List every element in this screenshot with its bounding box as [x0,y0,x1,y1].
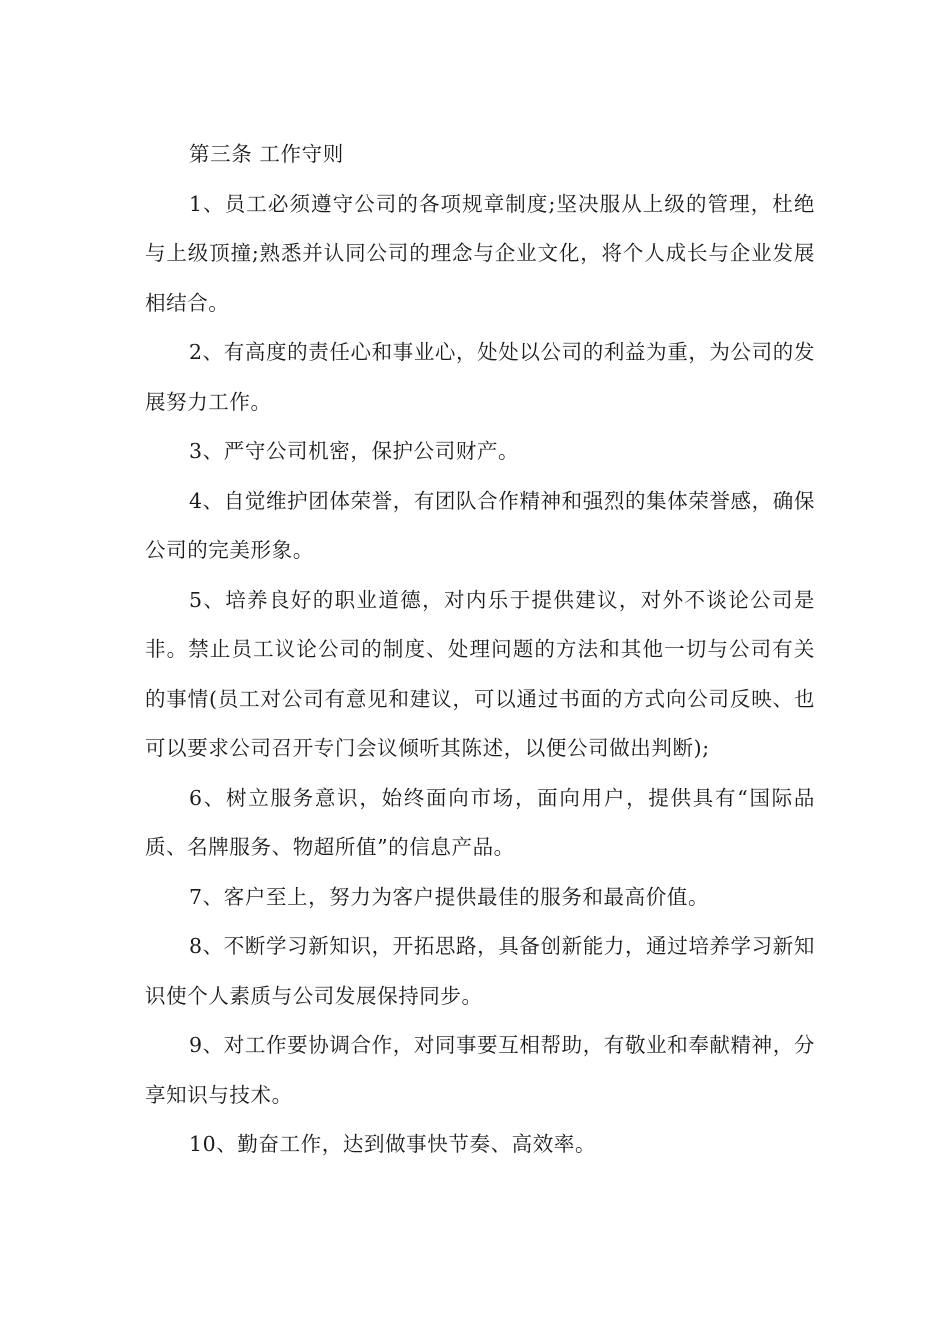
rule-paragraph-1: 1、员工必须遵守公司的各项规章制度;坚决服从上级的管理，杜绝与上级顶撞;熟悉并认同公司的理念与企业文化，将个人成长与企业发展相结合。 [145,191,815,315]
rule-paragraph-4: 4、自觉维护团体荣誉，有团队合作精神和强烈的集体荣誉感，确保公司的完美形象。 [145,488,815,562]
rule-paragraph-3: 3、严守公司机密，保护公司财产。 [189,439,520,463]
rule-paragraph-5: 5、培养良好的职业道德，对内乐于提供建议，对外不谈论公司是非。禁止员工议论公司的制度、处理问题的方法和其他一切与公司有关的事情(员工对公司有意见和建议，可以通过书面的方式向公司反映、也可以要求公司召开专门会议倾听其陈述，以便公司做出判断); [145,587,815,760]
rule-paragraph-2: 2、有高度的责任心和事业心，处处以公司的利益为重，为公司的发展努力工作。 [145,340,815,414]
rule-paragraph-9: 9、对工作要协调合作，对同事要互相帮助，有敬业和奉献精神，分享知识与技术。 [145,1033,815,1107]
section-title: 第三条 工作守则 [189,142,344,166]
rule-paragraph-6: 6、树立服务意识，始终面向市场，面向用户，提供具有“国际品质、名牌服务、物超所值”的信息产品。 [145,785,815,859]
rule-paragraph-10: 10、勤奋工作，达到做事快节奏、高效率。 [189,1132,597,1156]
document-body [145,130,815,1170]
rule-paragraph-7: 7、客户至上，努力为客户提供最佳的服务和最高价值。 [189,884,710,909]
rule-paragraph-8: 8、不断学习新知识，开拓思路，具备创新能力，通过培养学习新知识使个人素质与公司发展保持同步。 [145,934,815,1008]
